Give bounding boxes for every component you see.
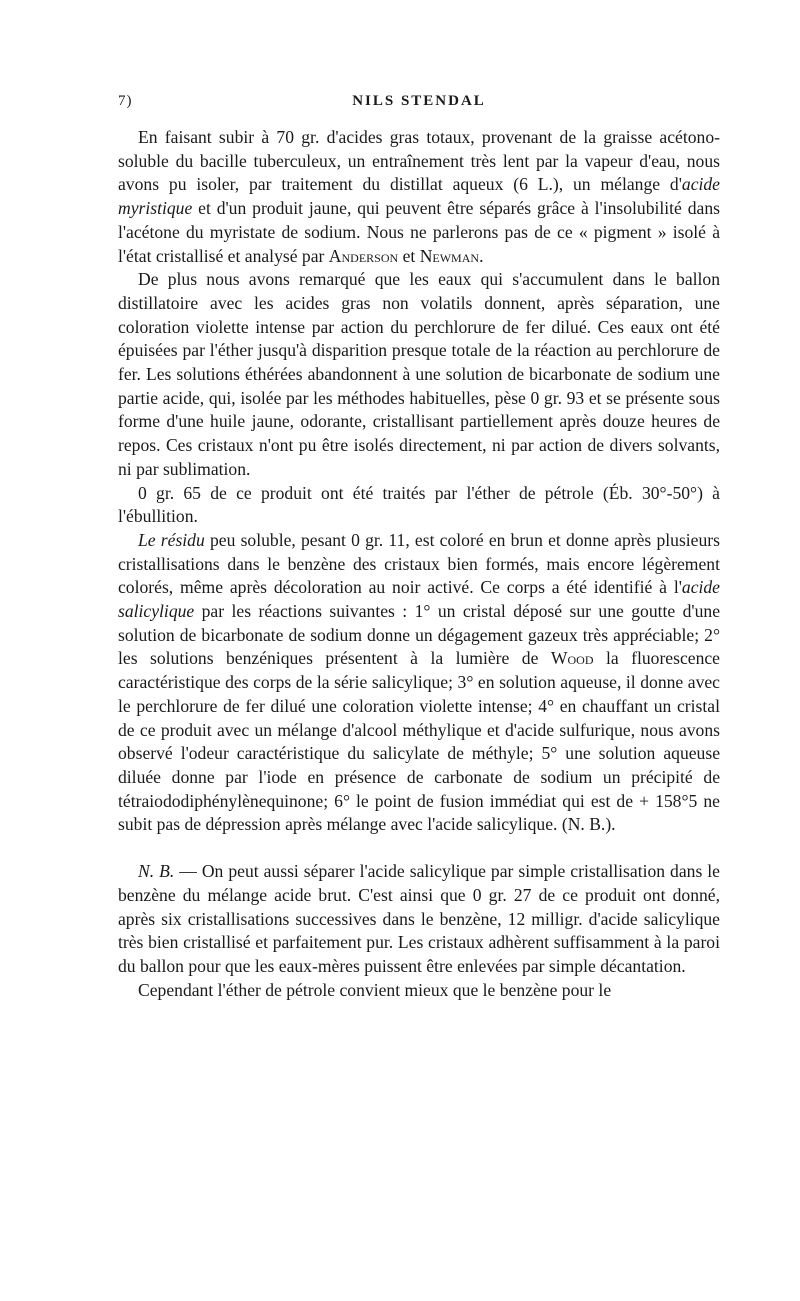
text-run: . — [479, 245, 484, 266]
paragraph-note — [118, 860, 720, 979]
italic-term: acide salicylique — [118, 577, 720, 622]
note-label: N. B. — [138, 861, 175, 882]
text-run: peu soluble, pesant 0 gr. 11, est coloré en brun et donne après plusieurs cristallisations dans le benzène des cristaux bien formés, mais encore légèrement colorés, même après décoloration au noir activé. Ce corps a été identifié à l' — [118, 529, 720, 598]
author-name: Anderson — [328, 245, 399, 266]
text-run: et d'un produit jaune, qui peuvent être séparés grâce à l'insolubilité dans l'acétone du myristate de sodium. Nous ne parlerons pas de ce « pigment » isolé à l'état cristallisé et analysé par — [118, 198, 720, 266]
italic-term: Le résidu — [138, 529, 205, 550]
paragraph-6: Cependant l'éther de pétrole convient mieux que le benzène pour le — [138, 979, 612, 1000]
text-run: En faisant subir à 70 gr. d'acides gras totaux, provenant de la graisse acétono-soluble du bacille tuberculeux, un entraînement très lent par la vapeur d'eau, nous avons pu isoler, par traitement du distillat aqueux (6 L.), un mélange d' — [118, 127, 720, 195]
text-run: par les réactions suivantes : 1° un cristal déposé sur une goutte d'une solution de bicarbonate de sodium donne un dégagement gazeux très appréciable; 2° les solutions benzéniques présentent à la lumière de — [118, 601, 720, 669]
paragraph-2: De plus nous avons remarqué que les eaux qui s'accumulent dans le ballon distillatoire avec les acides gras non volatils donnent, après séparation, une coloration violette intense par action du perchlorure de fer dilué. Ces eaux ont été épuisées par l'éther jusqu'à disparition presque totale de la réaction au perchlorure de fer. Les solutions éthérées abandonnent à une solution de bicarbonate de sodium une partie acide, qui, isolée par les méthodes habituelles, pèse 0 gr. 93 et se présente sous forme d'une huile jaune, odorante, cristallisant partiellement après douze heures de repos. Ces cristaux n'ont pu être isolés directement, ni par action de divers solvants, ni par sublimation. — [118, 269, 720, 479]
text-run: — On peut aussi séparer l'acide salicylique par simple cristallisation dans le benzène du mélange acide brut. C'est ainsi que 0 gr. 27 de ce produit ont donné, après six cristallisations successives dans le benzène, 12 milligr. d'acide salicylique très bien cristallisé et parfaitement pur. Les cristaux adhèrent suffisamment à la paroi du ballon pour que les eaux-mères puissent être enlevées par simple décantation. — [118, 861, 720, 976]
running-head: NILS STENDAL — [352, 93, 486, 109]
author-name: Newman — [419, 245, 480, 266]
page-number: 7) — [118, 93, 133, 109]
page-header — [118, 93, 720, 117]
paragraph-1 — [118, 126, 720, 268]
body-text — [118, 126, 720, 1002]
text-run: la fluorescence caractéristique des corps de la série salicylique; 3° en solution aqueuse, il donne avec le perchlorure de fer dilué une coloration violette intense; 4° en chauffant un cristal de ce produit avec un mélange d'alcool méthylique et d'acide sulfurique, nous avons observé l'odeur caractéristique du salicylate de méthyle; 5° une solution aqueuse diluée donne par l'iode en présence de carbonate de sodium un précipité de tétraiododiphénylènequinone; 6° le point de fusion immédiat qui est de + 158°5 ne subit pas de dépression après mélange avec l'acide salicylique. (N. B.). — [118, 648, 720, 835]
paragraph-3: 0 gr. 65 de ce produit ont été traités par l'éther de pétrole (Éb. 30°-50°) à l'ébullition. — [118, 482, 720, 527]
paragraph-4 — [118, 529, 720, 837]
italic-term: acide myristique — [118, 174, 720, 219]
text-run: et — [398, 245, 420, 266]
author-name: Wood — [550, 648, 594, 669]
